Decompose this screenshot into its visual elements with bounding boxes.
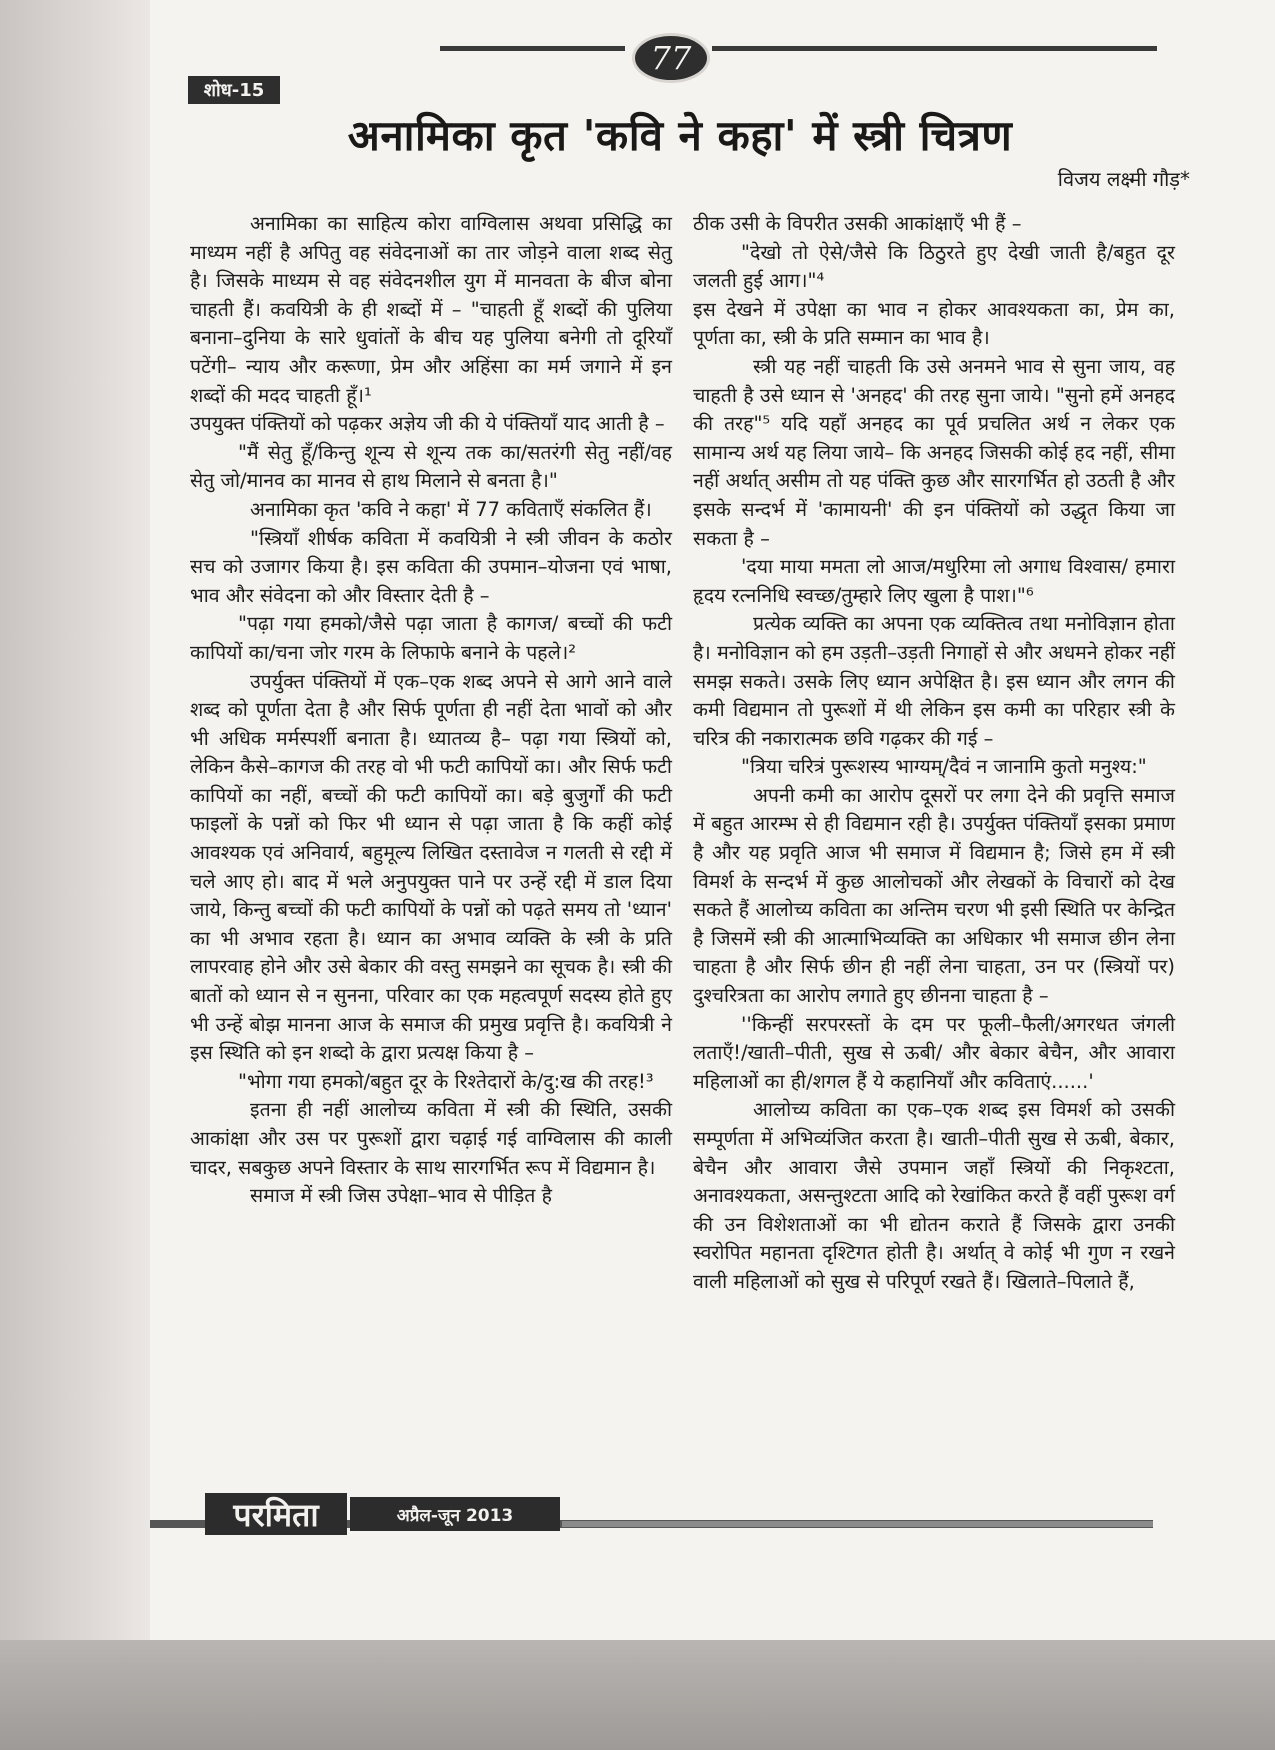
paragraph: अपनी कमी का आरोप दूसरों पर लगा देने की प्रवृत्ति समाज में बहुत आरम्भ से ही विद्यमान रही है। उपर्युक्त पंक्तियाँ इसका प्रमाण है और यह प्रवृति आज भी समाज में विद्यमान है; जिसे हम में स्त्री विमर्श के सन्दर्भ में कुछ आलोचकों और लेखकों के विचारों को देख सकते हैं आलोच्य कविता का अन्तिम चरण भी इसी स्थिति पर केन्द्रित है जिसमें स्त्री की आत्माभिव्यक्ति का अधिकार भी समाज छीन लेना चाहता है और सिर्फ छीन ही नहीं लेना चाहता, उन पर (स्त्रियों पर) दुश्चरित्रता का आरोप लगाते हुए छीनना चाहता है –: [693, 783, 1175, 1008]
right-text-column: [693, 210, 1175, 1297]
page-binding-shadow: [0, 0, 150, 1640]
header-rule-right: [712, 46, 1157, 51]
left-text-column: [190, 210, 672, 1211]
header-rule-left: [440, 46, 625, 51]
paragraph: समाज में स्त्री जिस उपेक्षा–भाव से पीड़ित है: [250, 1184, 552, 1208]
quote-block: ''किन्हीं सरपरस्तों के दम पर फूली–फैली/अगरधत जंगली लताएँ!/खाती–पीती, सुख से ऊबी/ और बेकार बेचैन, और आवारा महिलाओं का ही/शगल हैं ये कहानियाँ और कविताएं......': [693, 1012, 1175, 1093]
paragraph: इस देखने में उपेक्षा का भाव न होकर आवश्यकता का, प्रेम का, पूर्णता का, स्त्री के प्रति सम्मान का भाव है।: [693, 297, 1175, 350]
paragraph: प्रत्येक व्यक्ति का अपना एक व्यक्तित्व तथा मनोविज्ञान होता है। मनोविज्ञान को हम उड़ती–उड़ती निगाहों से और अधमने होकर नहीं समझ सकते। उसके लिए ध्यान अपेक्षित है। इस ध्यान और लगन की कमी विद्यमान तो पुरूशों में थी लेकिन इस कमी का परिहार स्त्री के चरित्र की नकारात्मक छवि गढ़कर की गई –: [693, 612, 1175, 750]
paragraph: अनामिका का साहित्य कोरा वाग्विलास अथवा प्रसिद्धि का माध्यम नहीं है अपितु वह संवेदनाओं का तार जोड़ने वाला शब्द सेतु है। जिसके माध्यम से वह संवेदनशील युग में मानवता के बीज बोना चाहती हैं। कवयित्री के ही शब्दों में – "चाहती हूँ शब्दों की पुलिया बनाना–दुनिया के सारे धुवांतों के बीच यह पुलिया बनेगी तो दूरियाँ पटेंगी– न्याय और करूणा, प्रेम और अहिंसा का मर्म जगाने में इन शब्दों की मदद चाहती हूँ।¹: [190, 212, 672, 407]
paragraph: उपर्युक्त पंक्तियों में एक–एक शब्द अपने से आगे आने वाले शब्द को पूर्णता देता है और सिर्फ पूर्णता ही नहीं देता भावों को और भी अधिक मर्मस्पर्शी बनाता है। ध्यातव्य है– पढ़ा गया स्त्रियों को, लेकिन कैसे–कागज की तरह वो भी फटी कापियों का। और सिर्फ फटी कापियों का नहीं, बच्चों की फटी कापियों का। बड़े बुजुर्गों की फटी फाइलों के पन्नों को फिर भी ध्यान से पढ़ा जाता है कि कहीं कोई आवश्यक एवं अनिवार्य, बहुमूल्य लिखित दस्तावेज न गलती से रद्दी में चले आए हो। बाद में भले अनुपयुक्त पाने पर उन्हें रद्दी में डाल दिया जाये, किन्तु बच्चों की फटी कापियों के पन्नों को पढ़ते समय तो 'ध्यान' का भी अभाव रहता है। ध्यान का अभाव व्यक्ति के स्त्री के प्रति लापरवाह होने और उसे बेकार की वस्तु समझने का सूचक है। स्त्री की बातों को ध्यान से न सुनना, परिवार का एक महत्वपूर्ण सदस्य होते हुए भी उन्हें बोझ मानना आज के समाज की प्रमुख प्रवृत्ति है। कवयित्री ने इस स्थिति को इन शब्दो के द्वारा प्रत्यक्ष किया है –: [190, 669, 672, 1065]
paragraph: आलोच्य कविता का एक–एक शब्द इस विमर्श को उसकी सम्पूर्णता में अभिव्यंजित करता है। खाती–पीती सुख से ऊबी, बेकार, बेचैन और आवारा जैसे उपमान जहाँ स्त्रियों की निकृश्टता, अनावश्यकता, असन्तुश्टता आदि को रेखांकित करते हैं वहीं पुरूश वर्ग की उन विशेशताओं का भी द्योतन कराते हैं जिसके द्वारा उनकी स्वरोपित महानता दृश्टिगत होती है। अर्थात् वे कोई भी गुण न रखने वाली महिलाओं को सुख से परिपूर्ण रखते हैं। खिलाते–पिलाते हैं,: [693, 1098, 1175, 1293]
quote-block: "भोगा गया हमको/बहुत दूर के रिश्तेदारों के/दु:ख की तरह!³: [238, 1069, 654, 1093]
quote-block: "त्रिया चरित्रं पुरूशस्य भाग्यम्/दैवं न जानामि कुतो मनुश्य:": [741, 755, 1147, 779]
paragraph: इतना ही नहीं आलोच्य कविता में स्त्री की स्थिति, उसकी आकांक्षा और उस पर पुरूशों द्वारा चढ़ाई गई वाग्विलास की काली चादर, सबकुछ अपने विस्तार के साथ सारगर्भित रूप में विद्यमान है।: [190, 1098, 672, 1179]
quote-block: "मैं सेतु हूँ/किन्तु शून्य से शून्य तक का/सतरंगी सेतु नहीं/वह सेतु जो/मानव का मानव से हाथ मिलाने से बनता है।": [190, 440, 672, 493]
paragraph: ठीक उसी के विपरीत उसकी आकांक्षाएँ भी हैं –: [693, 212, 1022, 235]
paragraph: अनामिका कृत 'कवि ने कहा' में 77 कविताएँ संकलित हैं।: [250, 497, 652, 521]
footer-rule-gray: [562, 1521, 1153, 1527]
page-number-badge: 77: [632, 33, 710, 83]
paragraph: उपयुक्त पंक्तियों को पढ़कर अज्ञेय जी की ये पंक्तियाँ याद आती है –: [190, 412, 665, 436]
quote-block: "पढ़ा गया हमको/जैसे पढ़ा जाता है कागज/ बच्चों की फटी कापियों का/चना जोर गरम के लिफाफे बनाने के पहले।²: [190, 612, 672, 664]
section-tag: शोध-15: [188, 76, 280, 104]
quote-block: "देखो तो ऐसे/जैसे कि ठिठुरते हुए देखी जाती है/बहुत दूर जलती हुई आग।"⁴: [693, 240, 1175, 293]
issue-date: अप्रैल-जून 2013: [350, 1497, 560, 1531]
author-name: विजय लक्ष्मी गौड़*: [1057, 167, 1190, 191]
magazine-logo: परमिता: [205, 1493, 347, 1535]
quote-block: 'दया माया ममता लो आज/मधुरिमा लो अगाध विश्वास/ हमारा हृदय रत्ननिधि स्वच्छ/तुम्हारे लिए खुला है पाश।"⁶: [693, 555, 1175, 607]
paragraph: "स्त्रियाँ शीर्षक कविता में कवयित्री ने स्त्री जीवन के कठोर सच को उजागर किया है। इस कविता की उपमान–योजना एवं भाषा, भाव और संवेदना को और विस्तार देती है –: [190, 526, 672, 607]
paragraph: स्त्री यह नहीं चाहती कि उसे अनमने भाव से सुना जाय, वह चाहती है उसे ध्यान से 'अनहद' की तरह सुना जाये। "सुनो हमें अनहद की तरह"⁵ यदि यहाँ अनहद का पूर्व प्रचलित अर्थ न लेकर एक सामान्य अर्थ यह लिया जाये– कि अनहद जिसकी कोई हद नहीं, सीमा नहीं अर्थात् असीम तो यह पंक्ति कुछ और सारगर्भित हो उठती है और इसके सन्दर्भ में 'कामायनी' की इन पंक्तियों को उद्धृत किया जा सकता है –: [693, 354, 1175, 550]
article-title: अनामिका कृत 'कवि ने कहा' में स्त्री चित्रण: [347, 111, 1013, 160]
scan-bottom-edge: [0, 1640, 1275, 1750]
